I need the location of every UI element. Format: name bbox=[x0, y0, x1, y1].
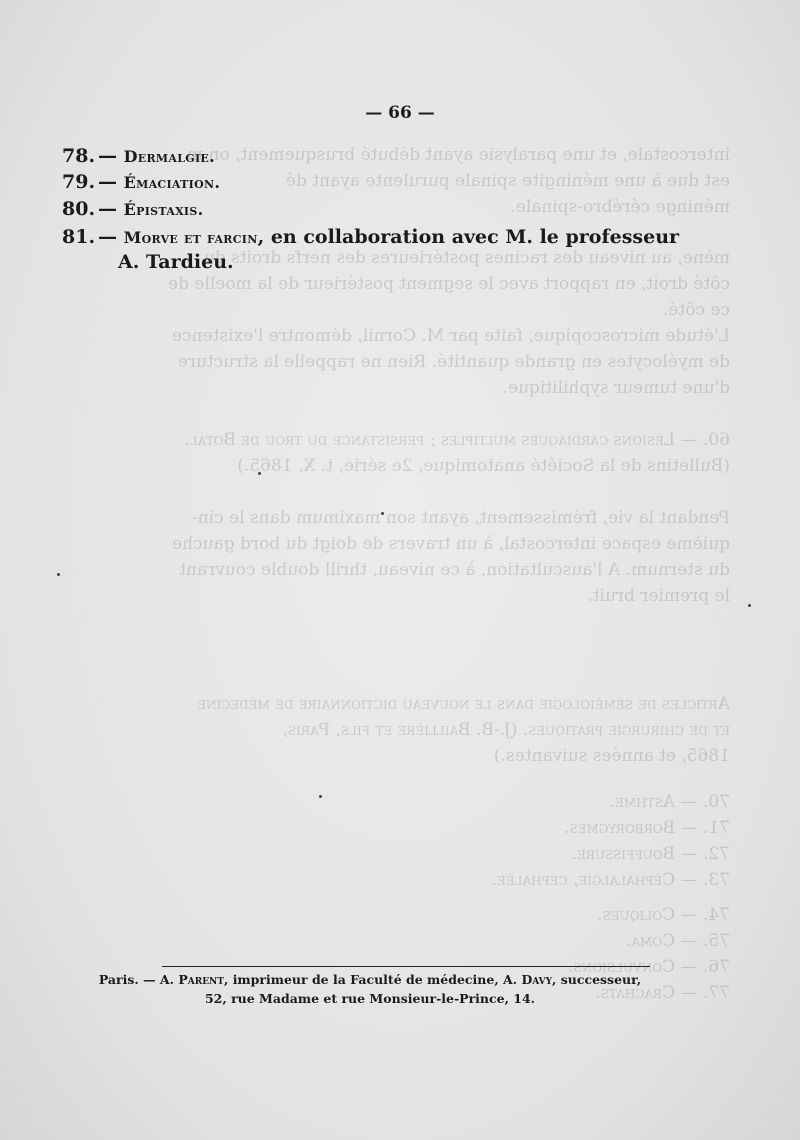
list-item bbox=[62, 226, 702, 248]
bleed-line: ce côté. bbox=[662, 300, 730, 320]
entry-dash: — bbox=[98, 145, 124, 167]
imprint-text: , imprimeur de la Faculté de médecine, A. bbox=[223, 972, 522, 987]
bleed-line: 71. — Borborygmes. bbox=[564, 818, 730, 838]
bleed-line: de myélocytes en grande quantité. Rien ne rappelle la structure bbox=[177, 352, 730, 372]
paper-speck bbox=[381, 512, 384, 515]
entry-title: Émaciation. bbox=[123, 173, 221, 192]
bleed-line: est due à une méningite spinale purulente ayant dé bbox=[285, 171, 730, 191]
entry-title: Épistaxis. bbox=[123, 200, 204, 219]
paper-speck bbox=[57, 573, 60, 576]
bleed-line: intercostale, et une paralysie ayant débuté brusquement, on m bbox=[187, 145, 730, 165]
entry-dash: — bbox=[98, 198, 124, 220]
bleed-line: 60. — Lésions cardiaques multiples ; persistance du trou de Botal. bbox=[184, 430, 730, 450]
printer-name: Parent bbox=[178, 972, 224, 987]
entry-number: 78. bbox=[62, 145, 96, 167]
bleed-line: méninge cérébro-spinale. bbox=[510, 197, 730, 217]
imprint-line-1 bbox=[70, 972, 670, 987]
paper-speck bbox=[319, 795, 322, 798]
list-item bbox=[62, 145, 702, 167]
imprint-text: Paris. — A. bbox=[98, 972, 179, 987]
page-number: — 66 — bbox=[365, 103, 435, 123]
bleed-line: 72. — Bouffissure. bbox=[571, 844, 730, 864]
imprint-line-2: 52, rue Madame et rue Monsieur-le-Prince, 14. bbox=[204, 991, 536, 1006]
bleed-line: (Bulletins de la Société anatomique, 2e série, t. X, 1865.) bbox=[237, 456, 730, 476]
successor-name: Davy bbox=[521, 972, 553, 987]
bleed-line: du sternum. A l'auscultation, à ce niveau, thrill double couvrant bbox=[179, 560, 730, 580]
entry-number: 80. bbox=[62, 198, 96, 220]
bleed-line: côté droit, en rapport avec le segment postérieur de la moelle de bbox=[168, 274, 730, 294]
bleed-line: le premier bruit. bbox=[587, 586, 730, 606]
bleed-line: 73. — Céphalalgie, céphalée. bbox=[491, 870, 730, 890]
bleed-line: L'étude microscopique, faite par M. Cornil, démontre l'existence bbox=[171, 326, 730, 346]
bleed-line: 75. — Coma. bbox=[625, 931, 730, 951]
entry-dash: — bbox=[98, 226, 124, 248]
paper-speck bbox=[748, 604, 751, 607]
entry-title: Dermalgie. bbox=[123, 147, 215, 166]
entry-number: 81. bbox=[62, 226, 96, 248]
bleed-line: d'une tumeur syphilitique. bbox=[502, 378, 730, 398]
paper-speck bbox=[258, 472, 261, 475]
entry-number: 79. bbox=[62, 171, 96, 193]
bleed-line: 77. — Crachats. bbox=[595, 983, 730, 1003]
bleed-line: quième espace intercostal, à un travers de doigt du bord gauche bbox=[172, 534, 730, 554]
entry-continuation: A. Tardieu. bbox=[118, 251, 234, 273]
imprint-text: , successeur, bbox=[552, 972, 642, 987]
bleed-line: 70. — Asthme. bbox=[609, 792, 730, 812]
list-item bbox=[62, 198, 702, 220]
footer-rule bbox=[162, 966, 650, 967]
bleed-line: 1865, et années suivantes.) bbox=[493, 746, 730, 766]
bleed-line: 74. — Coliques. bbox=[597, 905, 730, 925]
entry-dash: — bbox=[98, 171, 124, 193]
entry-title: Morve et farcin bbox=[123, 228, 258, 247]
entry-description: , en collaboration avec M. le professeur bbox=[257, 226, 680, 248]
bleed-line: 76. — Convulsions. bbox=[568, 957, 730, 977]
list-item bbox=[62, 171, 702, 193]
bleed-line: mène, au niveau des racines postérieures des nerfs droits du bbox=[203, 248, 730, 268]
bleed-line: Articles de séméiologie dans le nouveau dictionnaire de médecine bbox=[197, 694, 730, 714]
bleed-line: et de chirurgie pratiques. (J.-B. Baillière et fils, Paris, bbox=[282, 720, 730, 740]
bleed-line: Pendant la vie, frémissement, ayant son maximum dans le cin- bbox=[192, 508, 730, 528]
